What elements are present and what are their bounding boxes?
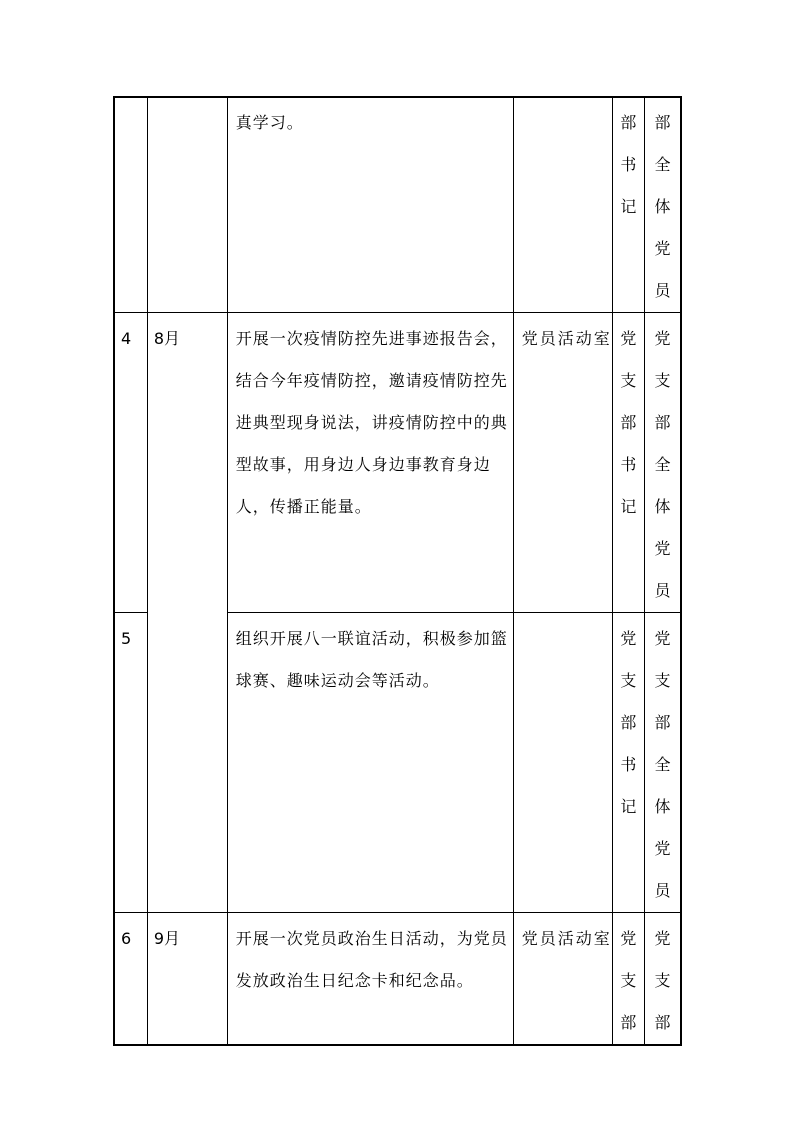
month-cell: 9月 [147, 913, 227, 1046]
place-cell: 党员活动室 [513, 913, 612, 1046]
activity-plan-table [113, 96, 682, 1046]
place-cell: 党员活动室 [513, 313, 612, 613]
row-number-cell [114, 97, 147, 313]
host-cell: 部 书 记 [612, 97, 644, 313]
place-cell [513, 613, 612, 913]
content-cell: 真学习。 [227, 97, 513, 313]
table-row [114, 913, 681, 1046]
host-cell: 党 支 部 书 记 [612, 613, 644, 913]
month-cell [147, 97, 227, 313]
content-cell: 组织开展八一联谊活动，积极参加篮球赛、趣味运动会等活动。 [227, 613, 513, 913]
month-cell: 8月 [147, 313, 227, 913]
host-cell: 党 支 部 [612, 913, 644, 1046]
table-row [114, 97, 681, 313]
table-row [114, 313, 681, 613]
participants-cell: 党 支 部 [645, 913, 681, 1046]
place-cell [513, 97, 612, 313]
participants-cell: 党 支 部 全 体 党 员 [645, 613, 681, 913]
host-cell: 党 支 部 书 记 [612, 313, 644, 613]
content-cell: 开展一次疫情防控先进事迹报告会，结合今年疫情防控，邀请疫情防控先进典型现身说法，讲疫情防控中的典型故事，用身边人身边事教育身边人，传播正能量。 [227, 313, 513, 613]
participants-cell: 部 全 体 党 员 [645, 97, 681, 313]
row-number-cell: 5 [114, 613, 147, 913]
row-number-cell: 6 [114, 913, 147, 1046]
row-number-cell: 4 [114, 313, 147, 613]
participants-cell: 党 支 部 全 体 党 员 [645, 313, 681, 613]
content-cell: 开展一次党员政治生日活动，为党员发放政治生日纪念卡和纪念品。 [227, 913, 513, 1046]
